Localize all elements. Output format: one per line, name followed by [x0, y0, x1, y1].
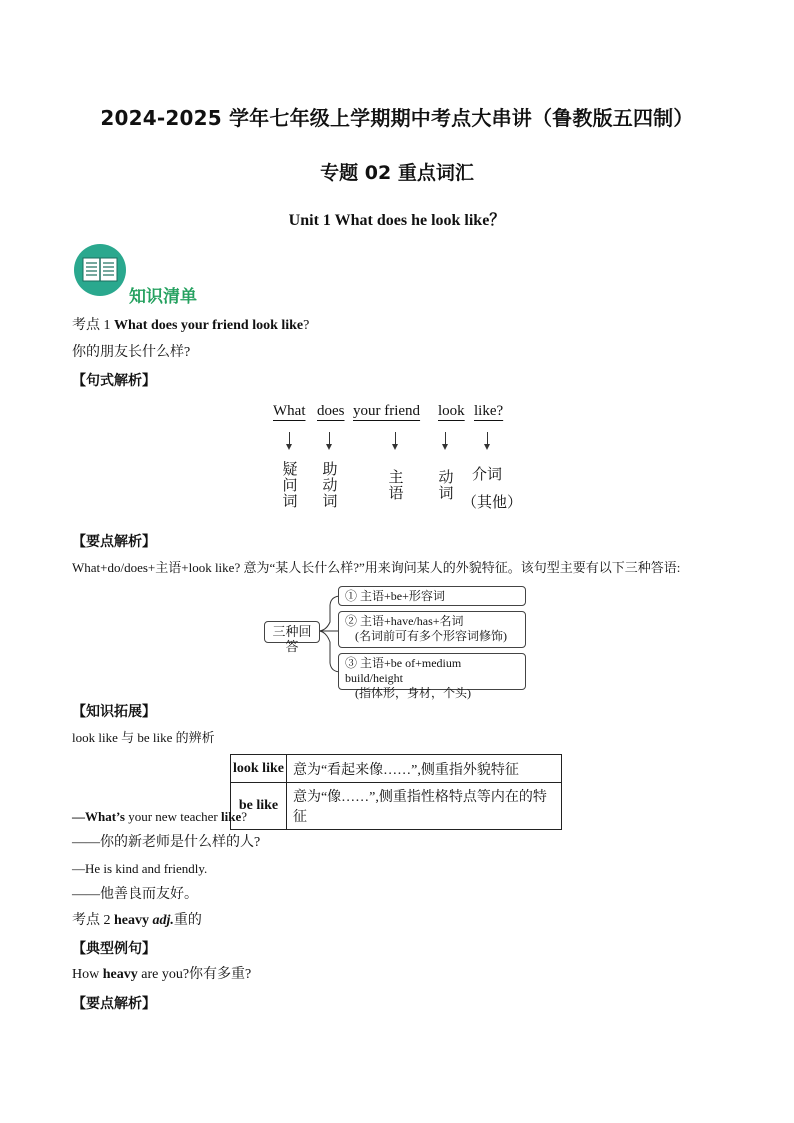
answer-item — [338, 611, 526, 648]
keypoints-text: What+do/does+主语+look like? 意为“某人长什么样?”用来询问某人的外貌特征。该句型主要有以下三种答语: — [72, 560, 681, 575]
diagram-label: 疑 问 词 — [282, 462, 298, 510]
point-word: heavy — [114, 913, 149, 928]
text: your new teacher — [124, 809, 221, 824]
answer-note: (指体形，身材，个头) — [355, 686, 471, 700]
table-key: look like — [231, 755, 287, 783]
extension-label: 【知识拓展】 — [72, 704, 156, 720]
dialogue-question-cn: ——你的新老师是什么样的人? — [72, 835, 261, 850]
comparison-table — [230, 754, 562, 830]
table-row — [231, 755, 562, 783]
answer-line: ③ 主语+be of+medium build/height — [345, 656, 462, 685]
answer-item — [338, 586, 526, 606]
dash: — — [72, 809, 85, 824]
answer-line: ① 主语+be+形容词 — [345, 589, 445, 603]
diagram-word: like? — [474, 403, 504, 419]
bold-word: heavy — [102, 967, 138, 982]
text: are you?你有多重? — [137, 967, 252, 982]
answer-item — [338, 653, 526, 700]
point-number: 考点 1 — [72, 318, 114, 333]
example-label: 【典型例句】 — [72, 941, 156, 957]
topic-title: 专题 02 重点词汇 — [320, 162, 474, 184]
text: ? — [241, 809, 247, 824]
dialogue-answer-cn: ——他善良而友好。 — [72, 887, 198, 902]
table-desc: 意为“看起来像……”,侧重指外貌特征 — [286, 755, 561, 783]
part-of-speech: adj. — [152, 913, 174, 928]
point2-heading — [72, 912, 202, 930]
keypoints-label-2: 【要点解析】 — [72, 996, 156, 1012]
bold-word: What’s — [85, 809, 125, 824]
unit-title: Unit 1 What does he look like？ — [288, 212, 506, 229]
extension-intro: look like 与 be like 的辨析 — [72, 730, 215, 745]
diagram-label: 助 动 词 — [322, 462, 338, 510]
analysis-label: 【句式解析】 — [72, 373, 156, 389]
answer-line: ② 主语+have/has+名词 — [345, 614, 464, 628]
text: How — [72, 967, 103, 982]
point-end: ? — [303, 318, 310, 333]
point1-translation: 你的朋友长什么样? — [72, 345, 191, 360]
answer-note: (名词前可有多个形容词修饰) — [355, 629, 507, 643]
diagram-word: does — [317, 403, 345, 419]
diagram-label: 动 词 — [438, 470, 454, 502]
diagram-word: your friend — [353, 403, 421, 419]
point-sentence: What does your friend look like — [114, 318, 304, 333]
diagram-word: What — [273, 403, 306, 419]
table-desc: 意为“像……”,侧重指性格特点等内在的特征 — [286, 783, 561, 830]
point-number: 考点 2 — [72, 913, 114, 928]
diagram-word: look — [438, 403, 465, 419]
point-meaning: 重的 — [173, 913, 202, 928]
section-label: 知识清单 — [129, 287, 197, 307]
diagram-label: 介词 — [472, 467, 503, 483]
dialogue-question — [72, 808, 247, 826]
dialogue-answer: —He is kind and friendly. — [72, 861, 208, 876]
diagram-label: （其他） — [462, 495, 523, 511]
page-title: 2024-2025 学年七年级上学期期中考点大串讲（鲁教版五四制） — [100, 106, 694, 130]
bold-word: like — [220, 809, 242, 824]
answers-root: 三种回答 — [264, 621, 320, 643]
table-row — [231, 783, 562, 830]
table-key: be like — [231, 783, 287, 830]
example-sentence — [72, 966, 251, 984]
diagram-label: 主 语 — [388, 470, 404, 502]
keypoints-label: 【要点解析】 — [72, 534, 156, 550]
